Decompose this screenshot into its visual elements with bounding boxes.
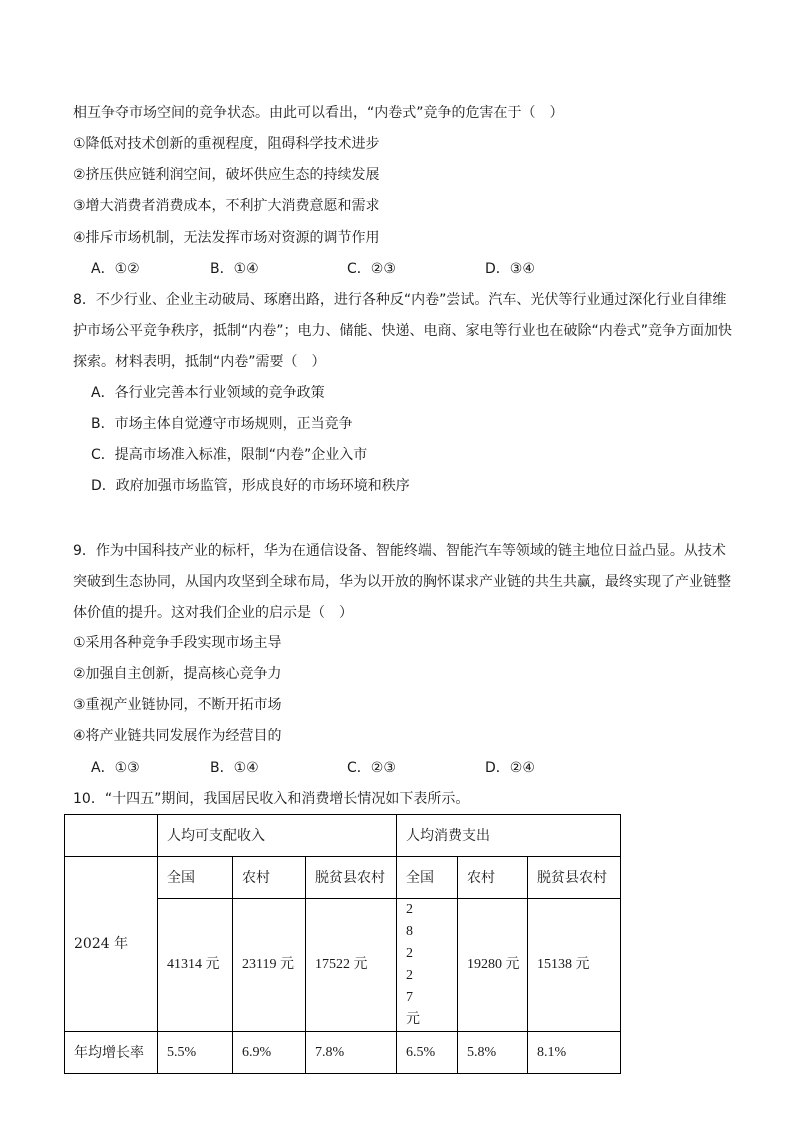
table-cell: 28227 元 — [397, 899, 458, 1032]
q7-option-b: B．①④ — [210, 261, 259, 277]
table-cell: 19280 元 — [458, 899, 528, 1032]
q10-stem: 10．“十四五”期间，我国居民收入和消费增长情况如下表所示。 — [73, 791, 470, 807]
q8-option-b: B．市场主体自觉遵守市场规则，正当竞争 — [91, 416, 353, 432]
q7-option-c: C．②③ — [347, 261, 396, 277]
q9-item-2: ②加强自主创新，提高核心竞争力 — [73, 666, 282, 682]
table-cell: 15138 元 — [528, 899, 621, 1032]
table-sub-header: 脱贫县农村 — [306, 857, 397, 899]
table-sub-header: 农村 — [233, 857, 306, 899]
table-row-label: 年均增长率 — [65, 1032, 158, 1074]
q9-option-a: A．①③ — [91, 760, 140, 776]
q9-item-4: ④将产业链共同发展作为经营目的 — [73, 728, 282, 744]
table-row — [65, 1032, 621, 1074]
q9-option-b: B．①④ — [210, 760, 259, 776]
q9-item-1: ①采用各种竞争手段实现市场主导 — [73, 635, 282, 651]
q7-stem: 相互争夺市场空间的竞争状态。由此可以看出，“内卷式”竞争的危害在于（ ） — [73, 105, 564, 121]
table-row-label: 2024 年 — [65, 857, 158, 1032]
table-cell: 6.9% — [233, 1032, 306, 1074]
q9-item-3: ③重视产业链协同，不断开拓市场 — [73, 697, 282, 713]
q8-option-c: C．提高市场准入标准，限制“内卷”企业入市 — [91, 447, 368, 463]
table-group-header: 人均消费支出 — [397, 815, 621, 857]
table-sub-header: 脱贫县农村 — [528, 857, 621, 899]
table-corner-cell — [65, 815, 158, 857]
table-sub-header: 全国 — [397, 857, 458, 899]
table-sub-header: 全国 — [158, 857, 233, 899]
table-group-header-row — [65, 815, 621, 857]
q9-option-d: D．②④ — [485, 760, 535, 776]
q7-item-4: ④排斥市场机制，无法发挥市场对资源的调节作用 — [73, 230, 380, 246]
q7-item-2: ②挤压供应链利润空间，破坏供应生态的持续发展 — [73, 167, 380, 183]
table-cell: 7.8% — [306, 1032, 397, 1074]
table-cell: 41314 元 — [158, 899, 233, 1032]
q8-stem: 8．不少行业、企业主动破局、琢磨出路，进行各种反“内卷”尝试。汽车、光伏等行业通过深化行业自律维护市场公平竞争秩序，抵制“内卷”；电力、储能、快递、电商、家电等行业也在破除“内卷式”竞争方面加快探索。材料表明，抵制“内卷”需要（ ） — [73, 292, 733, 370]
q7-option-a: A．①② — [91, 261, 140, 277]
q7-option-d: D．③④ — [485, 261, 535, 277]
table-cell: 6.5% — [397, 1032, 458, 1074]
table-group-header: 人均可支配收入 — [158, 815, 397, 857]
table-cell: 8.1% — [528, 1032, 621, 1074]
q8-option-d: D．政府加强市场监管，形成良好的市场环境和秩序 — [91, 478, 410, 494]
table-cell: 23119 元 — [233, 899, 306, 1032]
q9-option-c: C．②③ — [347, 760, 396, 776]
table-sub-header-row — [65, 857, 621, 899]
table-cell: 17522 元 — [306, 899, 397, 1032]
table-cell: 5.5% — [158, 1032, 233, 1074]
q7-item-3: ③增大消费者消费成本，不利扩大消费意愿和需求 — [73, 198, 380, 214]
table-cell: 5.8% — [458, 1032, 528, 1074]
q7-item-1: ①降低对技术创新的重视程度，阻碍科学技术进步 — [73, 136, 380, 152]
income-consumption-table — [64, 814, 621, 1074]
table-sub-header: 农村 — [458, 857, 528, 899]
q9-stem: 9．作为中国科技产业的标杆，华为在通信设备、智能终端、智能汽车等领域的链主地位日益凸显。从技术突破到生态协同，从国内攻坚到全球布局，华为以开放的胸怀谋求产业链的共生共赢，最终实现了产业链整体价值的提升。这对我们企业的启示是（ ） — [73, 543, 731, 621]
q8-option-a: A．各行业完善本行业领域的竞争政策 — [91, 385, 325, 401]
